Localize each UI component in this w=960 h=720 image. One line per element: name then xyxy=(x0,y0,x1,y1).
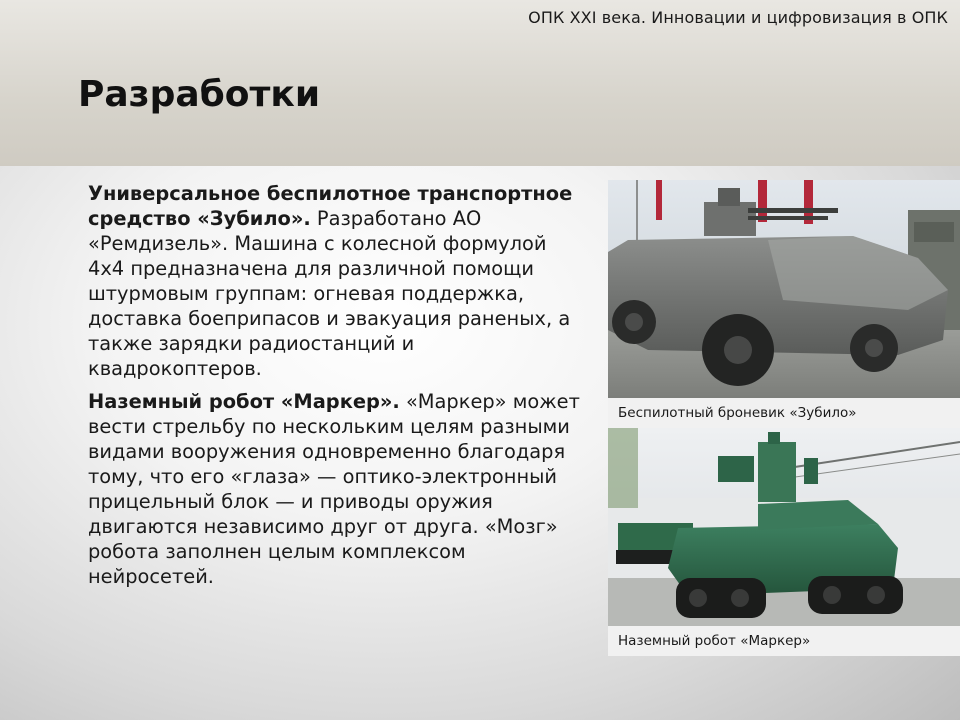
zubilo-text: Разработано АО «Ремдизель». Машина с колесной формулой 4х4 предназначена для различной помощи штурмовым группам: огневая поддержка, доставка боеприпасов и эвакуация раненых, а также зарядки радиостанций и квадрокоптеров. xyxy=(88,207,571,380)
zubilo-caption: Беспилотный броневик «Зубило» xyxy=(618,405,857,421)
zubilo-photo xyxy=(608,180,960,398)
header-caption: ОПК XXI века. Инновации и цифровизация в ОПК xyxy=(528,8,948,27)
marker-text: «Маркер» может вести стрельбу по нескольким целям разными видами вооружения одновременно благодаря тому, что его «глаза» — оптико-электронный прицельный блок — и приводы оружия двигаются независимо друг от друга. «Мозг» робота заполнен целым комплексом нейросетей. xyxy=(88,390,580,588)
photo-card-marker xyxy=(608,428,960,656)
zubilo-lead: Универсальное беспилотное транспортное средство «Зубило». xyxy=(88,182,573,230)
paragraph-zubilo xyxy=(88,181,588,381)
body-text xyxy=(88,181,588,597)
marker-photo xyxy=(608,428,960,626)
slide-title: Разработки xyxy=(78,74,321,115)
marker-caption: Наземный робот «Маркер» xyxy=(618,633,811,649)
photo-card-zubilo xyxy=(608,180,960,428)
marker-lead: Наземный робот «Маркер». xyxy=(88,390,400,413)
paragraph-marker xyxy=(88,389,588,589)
